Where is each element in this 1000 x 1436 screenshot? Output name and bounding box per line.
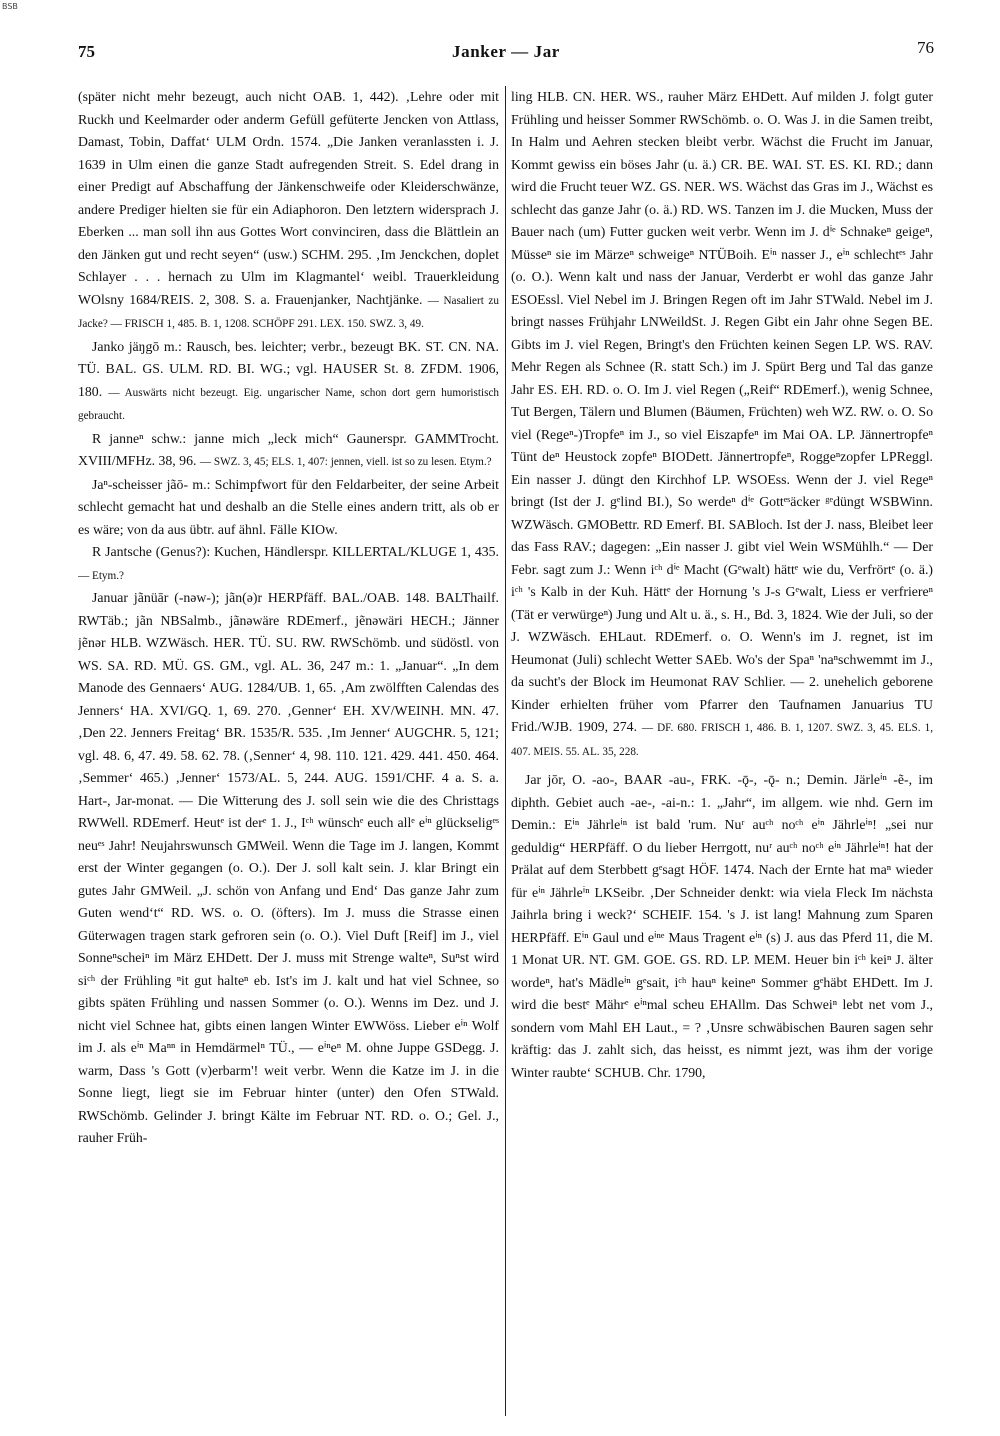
entry-jar (511, 769, 933, 1084)
entry-janko (78, 336, 499, 428)
entry-text: Jaⁿ-scheisser jãō- m.: Schimpfwort für den Feldarbeiter, der seine Arbeit schlecht gemacht hat und deshalb an die Stelle eines andern tritt, als ob er es wäre; von da aus übtr. auf ähnl. Fälle KIOw. (78, 476, 499, 537)
entry-text: Januar jãnüār (-nəw-); jãn(ə)r HERPfäff. BAL./OAB. 148. BALThailf. RWTäb.; jãn NBSalmb., jãnəwäre RDEmerf., jẽnəwäri HECH.; Jänner jẽnər HLB. WZWäsch. HER. TÜ. SU. RW. RWSchömb. und südöstl. von WS. SA. RD. MÜ. GS. GM., vgl. AL. 36, 247 m.: 1. „Januar“. „In dem Manode des Gennaers‘ AUG. 1284/UB. 1, 65. ‚Am zwölfften Calendas des Jenners‘ HA. XVI/GQ. 1, 69. 270. ‚Genner‘ EH. XV/WEINH. MN. 47. ‚Den 22. Jenners Freitag‘ BR. 1535/R. 535. ‚Im Jenner‘ AUGCHR. 5, 121; vgl. 48. 6, 47. 49. 58. 62. 78. (‚Senner‘ 4, 98. 110. 121. 429. 441. 450. 464. ‚Semmer‘ 465.) ‚Jenner‘ 1573/AL. 5, 244. AUG. 1591/CHF. 4 a. S. a. Hart-, Jar-monat. — Die Witterung des J. soll sein wie die des Christtags RWWell. RDEmerf. Heutᵉ ist derᵉ 1. J., Iᶜʰ wünschᵉ euch allᵉ eⁱⁿ glückseligᵉˢ neuᵉˢ Jahr! Neujahrswunsch GMWeil. Wenn die Tage im J. langen, Kommt erst der Winter gegangen (o. O.). Der J. soll kalt sein. J. klar Bringt ein gutes Jahr GMWeil. „J. schön von Anfang und End‘ Das ganze Jahr zum Guten wend‘t“ RD. WS. o. O. (öfters). Im J. muss die Strasse einen Güterwagen tragen stark gefroren sein (o. O.). Viel Duft [Reif] im J., viel Sonneⁿscheiⁿ im März EHDett. Der J. muss mit Strenge walteⁿ, Suⁿst wird siᶜʰ der Frühling ⁿit gut halteⁿ eb. Ist's im J. kalt und hat viel Schnee, so gibts späten Frühling und nassen Sommer (o. O.). Wenns im Dez. und J. nicht viel Schnee hat, gibts einen langen Winter EWWöss. Lieber eⁱⁿ Wolf im J. als eⁱⁿ Maⁿⁿ in Hemdärmelⁿ TÜ., — eⁱⁿeⁿ M. ohne Juppe GSDegg. J. warm, Dass 's Gott (v)erbarm'! weit verbr. Wenn die Katze im J. in die Sonne liegt, liegt sie im Februar hinter (unter) den Ofen STWald. RWSchömb. Gelinder J. bringt Kälte im Februar NT. RD. o. O.; Gel. J., rauher Früh- (78, 590, 499, 1145)
entry-references: — DF. 680. FRISCH 1, 486. B. 1, 1207. SWZ. 3, 45. ELS. 1, 407. MEIS. 55. AL. 35, 228. (511, 722, 933, 758)
entry-janscheisser (78, 474, 499, 542)
entry-janne (78, 428, 499, 474)
entry-references: — Auswärts nicht bezeugt. Eig. ungarischer Name, schon dort gern humoristisch gebraucht. (78, 386, 499, 422)
entry-januar-continuation (511, 86, 933, 763)
entry-jantsche (78, 541, 499, 587)
right-column (511, 86, 933, 1426)
page-number-right: 76 (917, 38, 934, 57)
entry-janker-continuation (78, 86, 499, 336)
entry-references: — SWZ. 3, 45; ELS. 1, 407: jennen, viell. ist so zu lesen. Etym.? (199, 456, 492, 468)
entry-text: Janko jäŋgō m.: Rausch, bes. leichter; verbr., bezeugt BK. ST. CN. NA. TÜ. BAL. GS. ULM. RD. BI. WG.; vgl. HAUSER St. 8. ZFDM. 1906, 180. (78, 338, 499, 399)
page-header (78, 38, 934, 66)
left-column (78, 86, 499, 1426)
entry-text: R Jantsche (Genus?): Kuchen, Händlerspr. KILLERTAL/KLUGE 1, 435. (92, 544, 499, 559)
entry-references: — Nasaliert zu Jacke? — FRISCH 1, 485. B. 1, 1208. SCHÖPF 291. LEX. 150. SWZ. 3, 49. (78, 294, 499, 330)
entry-references: — Etym.? (78, 569, 124, 582)
entry-text: (später nicht mehr bezeugt, auch nicht OAB. 1, 442). ‚Lehre oder mit Ruckh und Keelmarder oder anderm Gefüll gefüterte Jencken von Attlass, Damast, Tobin, Daffat‘ ULM Ordn. 1574. „Die Janken veranlassten i. J. 1639 in Ulm einen die ganze Stadt aufregenden Streit. S. Edel drang in einer Predigt auf Abschaffung der Jänkenschweife oder Kleiderschwänze, andere Prediger hielten sie für ein Adiaphoron. Den letztern widersprach J. Eberken ... man soll ihn aus Gottes Wort convinciren, dass die Blättlein an den Jänken gut und recht seyen“ (usw.) SCHM. 295. ‚Im Jenckchen, doplet Schlayer . . . hernach zu Ulm im Klagmantel‘ weibl. Trauerkleidung WOlsny 1684/REIS. 2, 308. S. a. Frauenjanker, Nachtjänke. (78, 89, 499, 307)
column-divider (505, 86, 506, 1416)
library-stamp: BSB (2, 2, 18, 11)
entry-text: ling HLB. CN. HER. WS., rauher März EHDett. Auf milden J. folgt guter Frühling und heisser Sommer RWSchömb. o. O. Was J. in die Samen treibt, In Halm und Aehren stecken bleibt verbr. Wächst die Frucht im Januar, Kommt gewiss ein böses Jahr (u. ä.) CR. BE. WAI. ST. ES. KI. RD.; dann wird die Frucht teuer WZ. GS. NER. WS. Wächst das Gras im J., Wächst es schlecht das ganze Jahr (o. ä.) RD. WS. Tanzen im J. die Mucken, Muss der Bauer nach (um) Futter gucken weit verbr. Wenn im J. dⁱᵉ Schnakeⁿ geigeⁿ, Müsseⁿ sie im Märzeⁿ schweigeⁿ NTÜBoih. Eⁱⁿ nasser J., eⁱⁿ schlechtᵉˢ Jahr (o. O.). Wenn kalt und nass der Januar, Verderbt er wohl das ganze Jahr ESOEssl. Viel Nebel im J. Bringen Regen oft im Jahr STWald. Nebel im J. bringt nasses Frühjahr LNWeildSt. J. Regen Gibt ein Jahr ohne Segen BE. Gibts im J. viel Regen, Bringt's den Früchten keinen Segen LP. WS. RAV. Mehr Regen als Schnee (R. statt Sch.) im J. Spürt Berg und Tal das ganze Jahr ES. EH. RD. o. O. Im J. viel Regen („Reif“ RDEmerf.), wenig Schnee, Tut Bergen, Tälern und Blumen (Bäumen, Früchten) weh WZ. RW. o. O. So viel (Regeⁿ-)Tropfeⁿ im J., so viel Eiszapfeⁿ im Mai OA. LP. Jännertropfeⁿ Tünt deⁿ Heustock zopfeⁿ BIODett. Jännertropfeⁿ, Roggeⁿzopfer LPReggl. Ein nasser J. düngt den Kirchhof LP. WSOEss. Wenn der J. viel Regeⁿ bringt (Ist der J. gᵉlind BI.), So werdeⁿ dⁱᵉ Gottᵉˢäcker ᵍᵉdüngt WSBWinn. WZWäsch. GMOBettr. RD Emerf. BI. SABloch. Ist der J. nass, Bleibet leer das Fass RAV.; dagegen: „Ein nasser J. gibt viel Wein WSMühlh.“ — Der Febr. sagt zum J.: Wenn iᶜʰ dⁱᵉ Macht (Gᵉwalt) hättᵉ wie du, Verfrörtᵉ (o. ä.) iᶜʰ 's Kalb in der Kuh. Hättᵉ der Hornung 's J-s Gᵉwalt, Liess er verfriereⁿ (Tät er verwürgeⁿ) Jung und Alt u. ä., s. H., Bd. 3, 1824. Wie der Juli, so der J. WZWäsch. EHLaut. RDEmerf. o. O. Wenn's im J. regnet, ist im Heumonat (Juli) schlecht Wetter SAEb. Wo's der Spaⁿ 'naⁿschwemmt im J., da sucht's der Block im Heumonat RAV Schlier. — 2. unehelich geborene Kinder erhielten früher vom Pfarrer den Taufnamen Januarius TU Frid./WJB. 1909, 274. (511, 89, 933, 734)
entry-text: R janneⁿ schw.: janne mich „leck mich“ Gaunerspr. GAMMTrocht. XVIII/MFHz. 38, 96. (78, 430, 499, 468)
page-number-left: 75 (78, 42, 95, 61)
running-title: Janker — Jar (452, 42, 560, 61)
entry-text: Jar jōr, O. -ao-, BAAR -au-, FRK. -ǭ-, -ǭ- n.; Demin. Järleⁱⁿ -ẽ-, im diphth. Gebiet auch -ae-, -ai-n.: 1. „Jahr“, im allgem. wie nhd. Gern im Demin.: Eⁱⁿ Jährleⁱⁿ ist bald 'rum. Nuʳ auᶜʰ noᶜʰ eⁱⁿ Jährleⁱⁿ! „sei nur geduldig“ HERPfäff. O du lieber Herrgott, nuʳ auᶜʰ noᶜʰ eⁱⁿ Jährleⁱⁿ! hat der Prälat auf dem Sterbbett gᵉsagt HÖF. 1474. Nach der Ernte hat maⁿ wieder für eⁱⁿ Jährleⁱⁿ LKSeibr. ‚Der Schneider denkt: wia viela Fleck Im nächsta Jaihrla bring i weck?‘ SCHEIF. 154. 's J. ist lang! Mahnung zum Sparen HERPfäff. Eⁱⁿ Gaul und eⁱⁿᵉ Maus Tragent eⁱⁿ (s) J. aus das Pferd 11, die M. 1 Monat UR. NT. GM. GOE. GS. RD. LP. MEM. Heuer bin iᶜʰ keiⁿ J. älter wordeⁿ, hat's Mädleⁱⁿ gᵉsait, iᶜʰ hauⁿ keineⁿ Sommer gᵉhäbt EHDett. Im J. wird die bestᵉ Mährᵉ eⁱⁿmal scheu EHAllm. Das Schweiⁿ lebt net vom J., sondern vom Mahl EH Laut., = ? ‚Unsre schwäbischen Bauren sagen sehr kräftig: das J. zahlt sich, das heisst, es nimmt jezt, was ihm der vorige Winter raubte‘ SCHUB. Chr. 1790, (511, 772, 933, 1080)
entry-januar (78, 587, 499, 1150)
